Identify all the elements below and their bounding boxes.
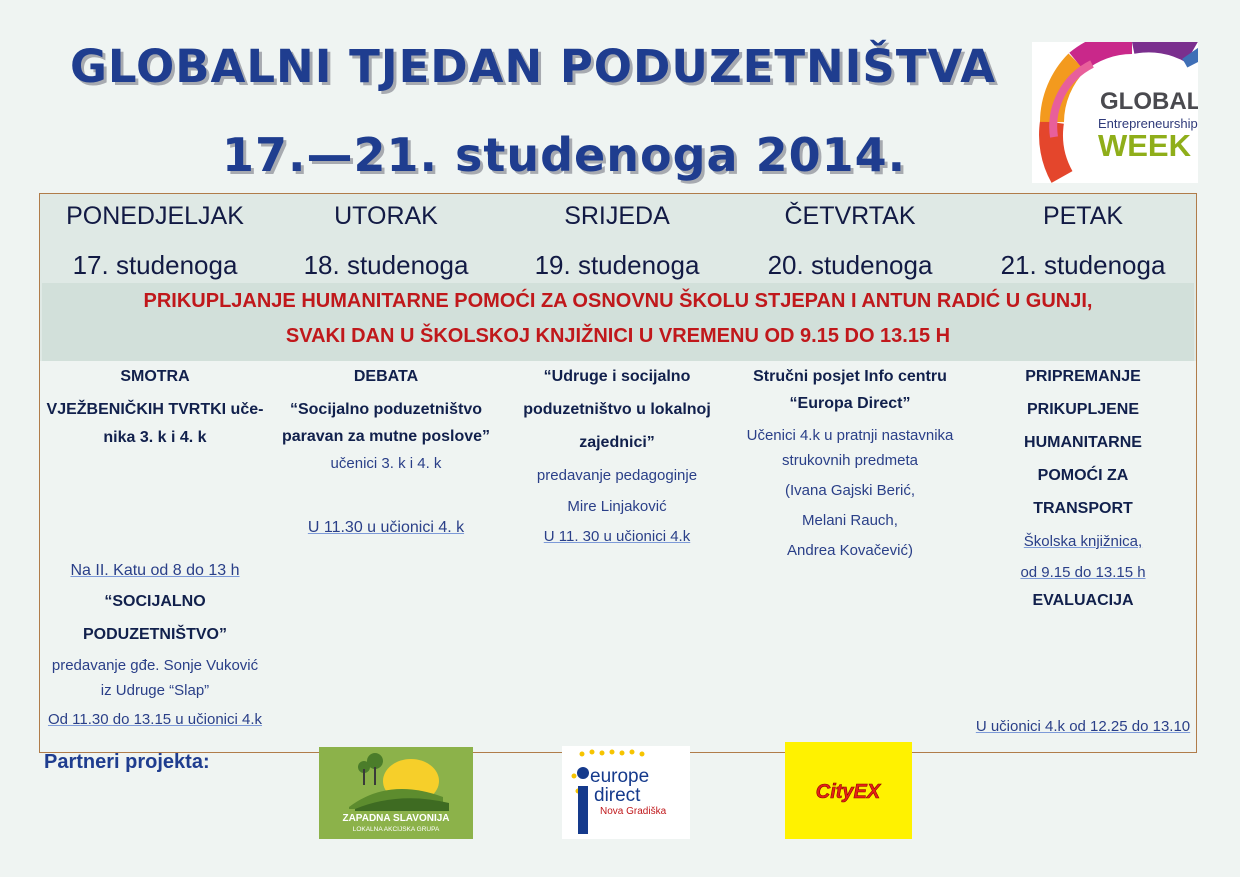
event-location: Od 11.30 do 13.15 u učionici 4.k	[47, 711, 263, 728]
day-date: 21. studenoga	[1000, 250, 1166, 280]
cityex-icon	[785, 742, 912, 839]
event-text: EVALUACIJA	[1032, 592, 1134, 609]
event-text: SMOTRA	[120, 368, 190, 385]
event-text: “Udruge i socijalno	[543, 368, 691, 385]
event-text: učenici 3. k i 4. k	[330, 455, 442, 472]
event-text: “Europa Direct”	[789, 395, 911, 412]
europe-direct-icon	[562, 746, 690, 839]
day-date: 18. studenoga	[303, 250, 469, 280]
day-name: PETAK	[1042, 202, 1124, 230]
gew-line3: WEEK	[1098, 128, 1191, 163]
event-location: U 11. 30 u učionici 4.k	[543, 528, 691, 545]
day-date: 17. studenoga	[72, 250, 238, 280]
ed-line3: Nova Gradiška	[600, 806, 667, 817]
event-location: U 11.30 u učionici 4. k	[307, 519, 465, 536]
notice-line1: PRIKUPLJANJE HUMANITARNE POMOĆI ZA OSNOVNU ŠKOLU STJEPAN I ANTUN RADIĆ U GUNJI,	[143, 290, 1093, 312]
event-text: nika 3. k i 4. k	[103, 429, 207, 446]
global-entrepreneurship-week-logo	[1032, 42, 1198, 183]
gew-ring-icon	[1032, 42, 1198, 183]
event-text: TRANSPORT	[1033, 500, 1133, 517]
event-location: Školska knjižnica,	[1023, 533, 1143, 550]
page-title: GLOBALNI TJEDAN PODUZETNIŠTVA	[70, 40, 997, 93]
event-text: PRIKUPLJENE	[1026, 401, 1140, 418]
event-time: od 9.15 do 13.15 h	[1020, 564, 1146, 581]
event-text: Mire Linjaković	[567, 498, 667, 515]
event-text: “SOCIJALNO	[104, 593, 206, 610]
event-text: iz Udruge “Slap”	[100, 682, 210, 699]
event-location: U učionici 4.k od 12.25 do 13.10	[975, 718, 1191, 735]
event-text: predavanje gđe. Sonje Vuković	[51, 657, 259, 674]
event-text: predavanje pedagoginje	[536, 467, 698, 484]
event-text: Melani Rauch,	[802, 512, 898, 529]
gew-line2: Entrepreneurship	[1098, 116, 1198, 131]
event-text: strukovnih predmeta	[782, 452, 918, 469]
event-location: Na II. Katu od 8 do 13 h	[70, 562, 240, 579]
event-text: Stručni posjet Info centru	[753, 368, 947, 385]
event-text: poduzetništvo u lokalnoj	[523, 401, 711, 418]
cityex-logo	[785, 742, 912, 839]
day-date: 20. studenoga	[767, 250, 933, 280]
cx-text: CityEX	[815, 781, 881, 803]
zs-name: ZAPADNA SLAVONIJA	[342, 813, 450, 824]
zs-subtitle: LOKALNA AKCIJSKA GRUPA	[352, 826, 440, 833]
event-text: (Ivana Gajski Berić,	[784, 482, 916, 499]
europe-direct-logo	[562, 746, 690, 839]
event-text: Andrea Kovačević)	[787, 542, 913, 559]
day-name: ČETVRTAK	[784, 202, 916, 230]
ed-line2: direct	[594, 785, 641, 806]
event-text: VJEŽBENIČKIH TVRTKI uče-	[46, 401, 264, 418]
event-text: POMOĆI ZA	[1037, 467, 1129, 484]
day-name: PONEDJELJAK	[66, 202, 244, 230]
gew-line1: GLOBAL	[1100, 88, 1198, 115]
program-table	[39, 193, 1197, 753]
event-text: “Socijalno poduzetništvo	[289, 401, 482, 418]
event-text: DEBATA	[353, 368, 419, 385]
day-name: UTORAK	[334, 202, 438, 230]
event-text: PODUZETNIŠTVO”	[82, 626, 227, 643]
date-range-title: 17.—21. studenoga 2014.	[222, 128, 907, 182]
day-date: 19. studenoga	[534, 250, 700, 280]
ed-line1: europe	[590, 766, 650, 787]
notice-line2: SVAKI DAN U ŠKOLSKOJ KNJIŽNICI U VREMENU OD 9.15 DO 13.15 H	[285, 325, 951, 347]
day-name: SRIJEDA	[564, 202, 670, 230]
zapadna-slavonija-icon	[319, 747, 473, 839]
zapadna-slavonija-logo	[319, 747, 473, 839]
humanitarian-notice	[42, 283, 1194, 361]
event-text: HUMANITARNE	[1024, 434, 1142, 451]
partners-label: Partneri projekta:	[44, 751, 210, 773]
event-text: zajednici”	[579, 434, 655, 451]
event-text: PRIPREMANJE	[1025, 368, 1141, 385]
event-text: Učenici 4.k u pratnji nastavnika	[746, 427, 954, 444]
event-text: paravan za mutne poslove”	[281, 428, 491, 445]
